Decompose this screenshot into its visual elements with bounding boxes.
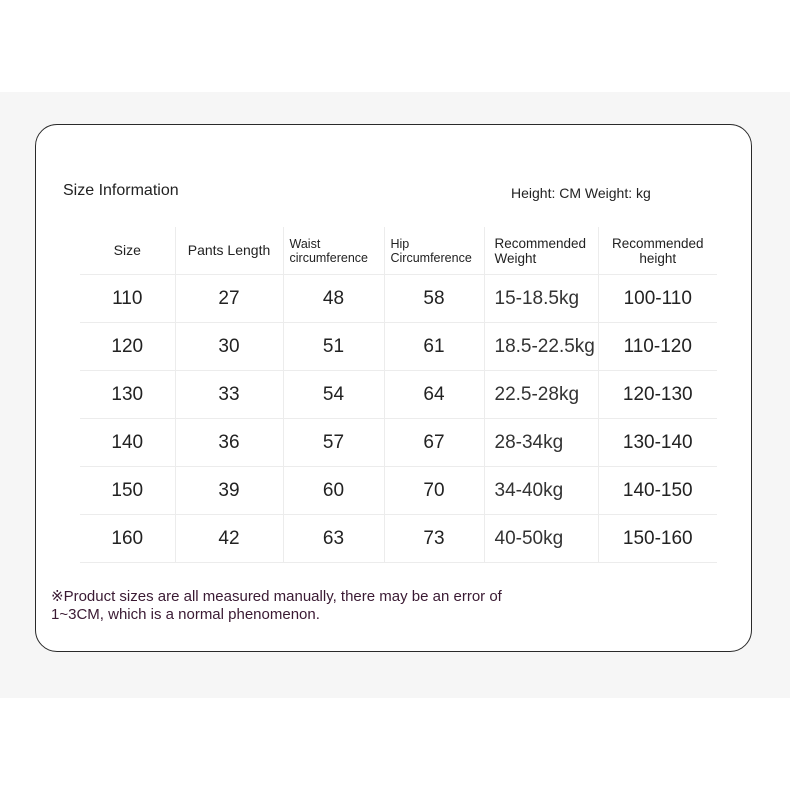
- pants-length-cell: 27: [175, 275, 283, 323]
- size-table: [80, 227, 717, 563]
- header-label: Waist circumference: [289, 236, 368, 265]
- measurement-note: [51, 588, 571, 624]
- pants-length-cell: 39: [175, 467, 283, 515]
- column-header-waist: [283, 227, 384, 275]
- header-label: Pants Length: [187, 242, 271, 258]
- recommended-weight-cell: 22.5-28kg: [484, 371, 598, 419]
- note-line: 1~3CM, which is a normal phenomenon.: [51, 606, 320, 623]
- column-header-hip: [384, 227, 484, 275]
- size-cell: 130: [80, 371, 175, 419]
- recommended-weight-cell: 28-34kg: [484, 419, 598, 467]
- header-label: Size: [113, 242, 141, 258]
- waist-cell: 48: [283, 275, 384, 323]
- waist-cell: 60: [283, 467, 384, 515]
- hip-cell: 70: [384, 467, 484, 515]
- pants-length-cell: 36: [175, 419, 283, 467]
- table-row: [80, 371, 717, 419]
- hip-cell: 58: [384, 275, 484, 323]
- waist-cell: 51: [283, 323, 384, 371]
- header-label: Recommended Weight: [494, 235, 587, 266]
- size-cell: 150: [80, 467, 175, 515]
- table-header-row: [80, 227, 717, 275]
- hip-cell: 67: [384, 419, 484, 467]
- size-info-card: [35, 124, 752, 652]
- recommended-weight-cell: 15-18.5kg: [484, 275, 598, 323]
- size-cell: 140: [80, 419, 175, 467]
- recommended-height-cell: 110-120: [598, 323, 717, 371]
- table-row: [80, 467, 717, 515]
- page-title: Size Information: [63, 182, 179, 199]
- units-label: Height: CM Weight: kg: [511, 185, 651, 201]
- recommended-weight-cell: 18.5-22.5kg: [484, 323, 598, 371]
- recommended-weight-cell: 40-50kg: [484, 515, 598, 563]
- table-row: [80, 419, 717, 467]
- column-header-recommended-weight: [484, 227, 598, 275]
- waist-cell: 63: [283, 515, 384, 563]
- note-line: ※Product sizes are all measured manually, there may be an error of: [51, 588, 502, 605]
- size-cell: 120: [80, 323, 175, 371]
- size-cell: 110: [80, 275, 175, 323]
- recommended-height-cell: 100-110: [598, 275, 717, 323]
- waist-cell: 57: [283, 419, 384, 467]
- column-header-size: [80, 227, 175, 275]
- table-row: [80, 275, 717, 323]
- size-cell: 160: [80, 515, 175, 563]
- recommended-height-cell: 150-160: [598, 515, 717, 563]
- recommended-height-cell: 140-150: [598, 467, 717, 515]
- recommended-height-cell: 130-140: [598, 419, 717, 467]
- recommended-weight-cell: 34-40kg: [484, 467, 598, 515]
- table-row: [80, 323, 717, 371]
- header-label: Recommended height: [611, 235, 704, 266]
- waist-cell: 54: [283, 371, 384, 419]
- pants-length-cell: 42: [175, 515, 283, 563]
- pants-length-cell: 30: [175, 323, 283, 371]
- recommended-height-cell: 120-130: [598, 371, 717, 419]
- column-header-recommended-height: [598, 227, 717, 275]
- hip-cell: 61: [384, 323, 484, 371]
- column-header-pants-length: [175, 227, 283, 275]
- table-row: [80, 515, 717, 563]
- hip-cell: 73: [384, 515, 484, 563]
- header-label: Hip Circumference: [390, 236, 472, 265]
- hip-cell: 64: [384, 371, 484, 419]
- pants-length-cell: 33: [175, 371, 283, 419]
